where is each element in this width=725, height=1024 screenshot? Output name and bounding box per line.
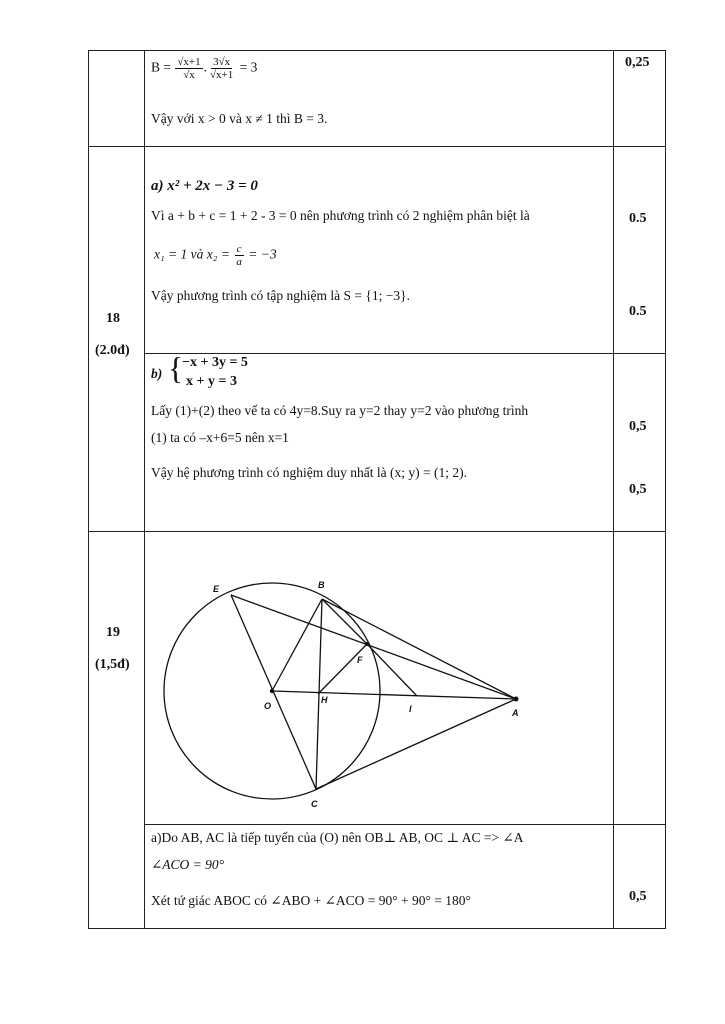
part-b-conclusion: Vậy hệ phương trình có nghiệm duy nhất là (x; y) = (1; 2). — [151, 465, 468, 480]
label-c: C — [311, 799, 318, 809]
score-b2: 0,5 — [629, 482, 647, 497]
label-a: A — [512, 708, 519, 718]
q19a-line1: a)Do AB, AC là tiếp tuyến của (O) nên OB⊥ AB, OC ⊥ AC => ∠A — [151, 830, 524, 845]
part-a-equation: a) x² + 2x − 3 = 0 — [151, 178, 258, 194]
row-divider-17-18 — [88, 146, 666, 147]
label-i: I — [409, 704, 412, 714]
part-b-line2: (1) ta có –x+6=5 nên x=1 — [151, 430, 289, 445]
row-divider-18a-18b — [144, 353, 666, 354]
q19a-line2: ∠ACO = 90° — [151, 857, 225, 872]
row-divider-figure — [144, 824, 666, 825]
part-a-roots: x₁ = 1 và x₂ = $\frac{c}{a}$ = −3 — [154, 243, 277, 269]
part-b-line1: Lấy (1)+(2) theo vế ta có 4y=8.Suy ra y=2 thay y=2 vào phương trình — [151, 403, 529, 418]
row19-points: (1,5đ) — [95, 657, 130, 672]
system-eq1: −x + 3y = 5 — [182, 355, 248, 370]
col-divider-right — [613, 50, 614, 929]
part-a-conclusion: Vậy phương trình có tập nghiệm là S = {1; −3}. — [151, 288, 410, 303]
row17-conclusion: Vậy với x > 0 và x ≠ 1 thì B = 3. — [151, 111, 328, 126]
score-a1: 0.5 — [629, 211, 647, 226]
label-o: O — [264, 701, 272, 711]
part-b-label: b) — [151, 366, 163, 381]
row18-points: (2.0đ) — [95, 343, 130, 358]
score-a2: 0.5 — [629, 304, 647, 319]
label-h: H — [321, 695, 328, 705]
score-b1: 0,5 — [629, 419, 647, 434]
geometry-figure — [145, 532, 612, 823]
row19-number: 19 — [106, 625, 120, 640]
label-b: B — [318, 580, 325, 590]
row17-score: 0,25 — [625, 55, 650, 70]
label-e: E — [213, 584, 220, 594]
system-brace: { — [168, 350, 184, 386]
system-eq2: x + y = 3 — [186, 374, 237, 389]
q19a-line3: Xét tứ giác ABOC có ∠ABO + ∠ACO = 90° + 90° = 180° — [151, 893, 471, 908]
b-formula: B = $\frac{√x+1}{√x}$ . $\frac{3√x}{√x+1}$ = 3 — [151, 56, 258, 82]
q19a-score: 0,5 — [629, 889, 647, 904]
label-f: F — [357, 655, 363, 665]
part-a-line1: Vì a + b + c = 1 + 2 - 3 = 0 nên phương trình có 2 nghiệm phân biệt là — [151, 208, 530, 223]
row18-number: 18 — [106, 311, 120, 326]
